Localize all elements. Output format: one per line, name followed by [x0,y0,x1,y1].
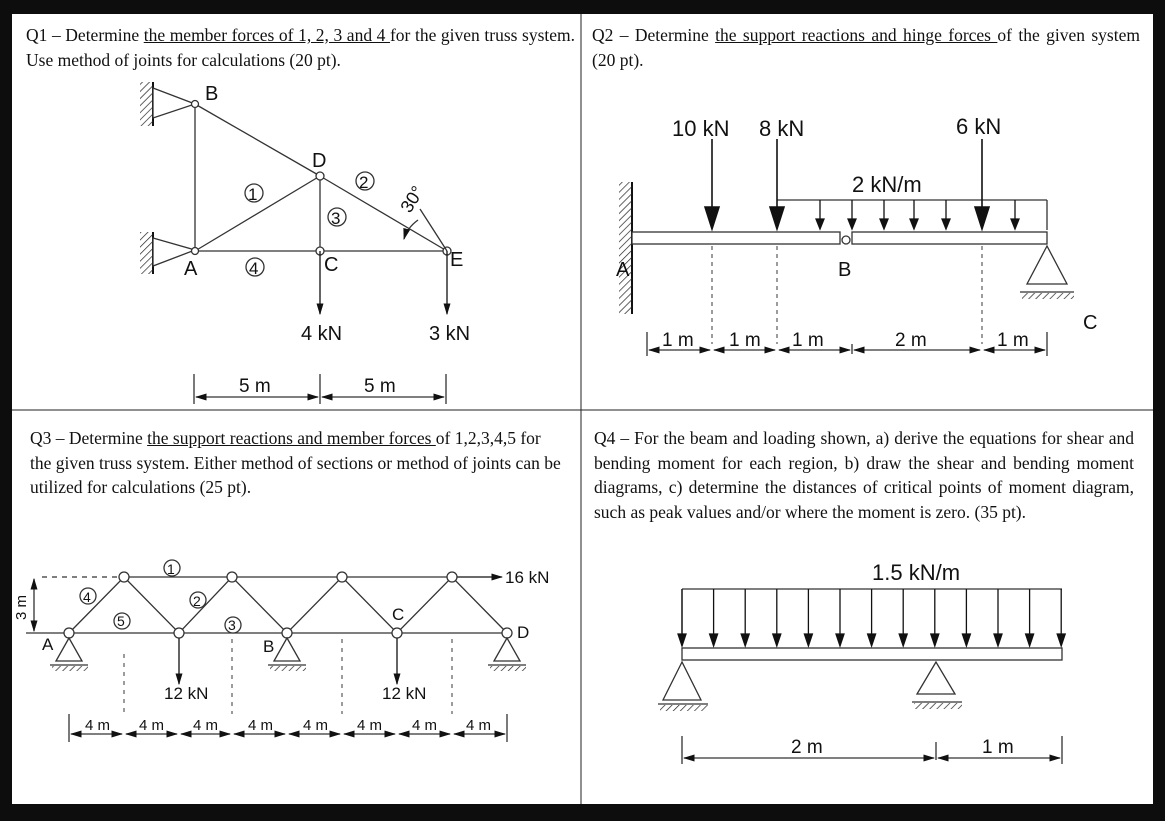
dim-label-q2-3: 1 m [792,330,824,351]
q1-truss-figure [140,82,451,404]
joint-label-a: A [42,635,54,654]
joint-label-c: C [392,605,405,624]
member-label-3: 3 [228,617,236,633]
dim-label-q2-1: 1 m [662,330,694,351]
roller-support-right [912,662,962,709]
diagonals [69,577,507,633]
beam-segment-bc [852,232,1047,244]
joint-bottom-1 [174,628,184,638]
member-label-1: 1 [248,185,258,204]
q2-underlined: the support reactions and hinge forces [715,25,998,45]
dim-label-q3-6: 4 m [357,717,383,734]
distributed-load-label: 2 kN/m [852,172,922,197]
pin-support-a [50,638,88,671]
dim-label-1: 5 m [239,376,271,397]
dim-label-q3-2: 4 m [139,717,165,734]
joint-top-3 [337,572,347,582]
joint-a [192,248,199,255]
distributed-arrow-head [1057,634,1065,646]
member-bd [195,104,320,176]
distributed-arrow-head [678,634,686,646]
distributed-arrows [816,200,1019,229]
member-label-5: 5 [117,613,125,629]
pin-support-left [658,662,708,711]
member-label-3: 3 [331,209,341,228]
member-label-1: 1 [167,561,175,577]
roller-support-c [1020,246,1074,299]
q3-dims [69,714,507,742]
joint-top-2 [227,572,237,582]
dim-label-q3-5: 4 m [303,717,329,734]
distributed-arrows-q4 [678,589,1065,646]
load-label-6kn: 6 kN [956,114,1002,139]
load-label-8kn: 8 kN [759,116,805,141]
member-label-2: 2 [359,173,369,192]
distributed-arrow-head [710,634,718,646]
distributed-arrow-head [1026,634,1034,646]
distributed-arrow-head [868,634,876,646]
joint-c [392,628,402,638]
q3-truss-figure [26,560,526,742]
q1-underlined: the member forces of 1, 2, 3 and 4 [143,25,390,45]
dim-label-q3-3: 4 m [193,717,219,734]
q3-underlined: the support reactions and member forces [147,428,436,448]
load-label-10kn: 10 kN [672,116,730,141]
angle-label: 30° [396,182,428,217]
q3-label: Q3 – Determine [30,428,148,448]
q2-beam-figure [619,139,1074,356]
distributed-arrow-head [741,634,749,646]
pin-support-d [488,638,526,671]
joint-top-1 [119,572,129,582]
q2-label: Q2 – Determine [592,25,716,45]
distributed-arrow-head [962,634,970,646]
support-label-a: A [616,259,630,281]
distributed-arrow-head [994,634,1002,646]
q1-rest: for the given truss system. Use method of joints for calculations (20 pt). [26,25,576,70]
dim-label-2: 5 m [364,376,396,397]
joint-label-c: C [324,254,339,276]
wall-support-q2-a [619,182,632,314]
hinge-b [842,236,850,244]
q2-dims [647,332,1047,356]
dim-label-q2-5: 1 m [997,330,1029,351]
wall-support-b [140,82,195,126]
joint-label-d: D [517,623,530,642]
joint-b [282,628,292,638]
member-label-4: 4 [249,259,259,278]
load-label-c: 4 kN [301,323,343,345]
distributed-arrow-head [804,634,812,646]
exam-sheet [12,14,1153,804]
distributed-arrow-head [899,634,907,646]
joint-a [64,628,74,638]
dim-label-q2-4: 2 m [895,330,927,351]
height-label: 3 m [13,594,30,620]
beam-segment-ab [632,232,840,244]
load-label-12kn-2: 12 kN [382,684,427,703]
dim-label-q3-8: 4 m [466,717,492,734]
dim-label-q3-1: 4 m [85,717,111,734]
distributed-arrow-head [931,634,939,646]
joint-label-b: B [205,83,219,105]
joint-d [502,628,512,638]
load-label-12kn-1: 12 kN [164,684,209,703]
joint-d [316,172,324,180]
q2-rest: of the given system (20 pt). [592,25,1140,70]
q1-label: Q1 – Determine [26,25,144,45]
joint-top-4 [447,572,457,582]
dim-label-q4-2: 1 m [982,737,1014,758]
distributed-arrow-head [836,634,844,646]
angle-arc [420,209,447,251]
q3-rest: of 1,2,3,4,5 for the given truss system. Either method of sections or method of joints can be utilized for calculations (25 pt). [30,428,561,497]
figures-canvas [12,14,1153,804]
member-label-4: 4 [83,589,91,605]
joint-label-a: A [184,258,198,280]
load-label-e: 3 kN [429,323,471,345]
dim-label-q3-4: 4 m [248,717,274,734]
dim-label-q2-2: 1 m [729,330,761,351]
joint-label-e: E [450,249,464,271]
dim-label-q4-1: 2 m [791,737,823,758]
support-label-c: C [1083,312,1098,334]
joint-label-b: B [263,637,275,656]
dim-label-q3-7: 4 m [412,717,438,734]
member-label-2: 2 [193,593,201,609]
joint-b [192,101,199,108]
hinge-label-b: B [838,259,852,281]
force-label-16kn: 16 kN [505,568,550,587]
q4-text: Q4 – For the beam and loading shown, a) derive the equations for shear and bending moment for each region, b) draw the shear and bending moment diagrams, c) determine the distances of critical points of moment diagram, such as peak values and/or where the moment is zero. (35 pt). [594,428,1134,522]
distributed-arrow-head [773,634,781,646]
beam-q4 [682,648,1062,660]
joint-label-d: D [312,150,327,172]
distributed-load-label-q4: 1.5 kN/m [872,560,961,585]
